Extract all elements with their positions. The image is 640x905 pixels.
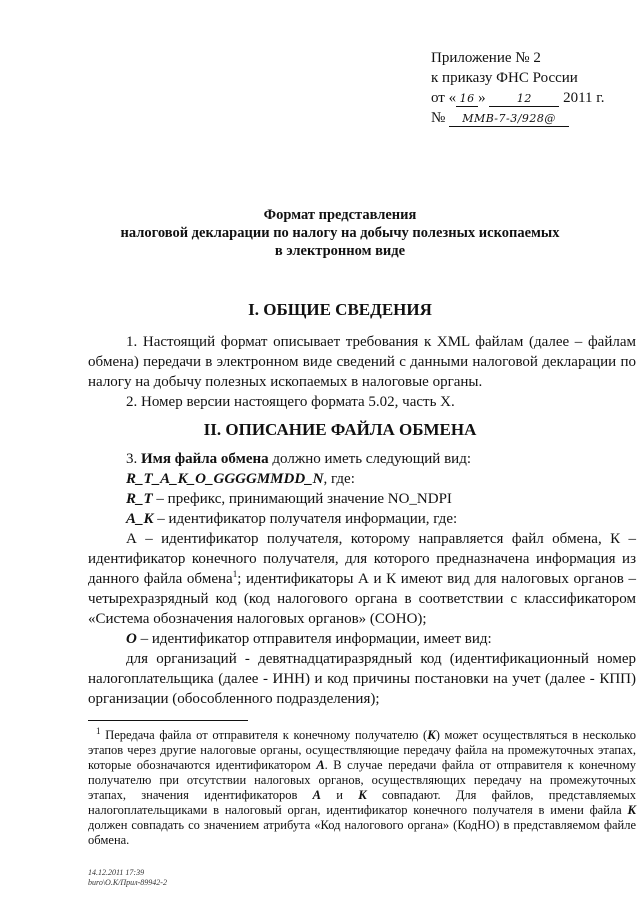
document-title (80, 206, 600, 260)
date-month: 12 (489, 91, 559, 107)
date-year: 2011 г. (563, 90, 605, 106)
paragraph-3-text: должно иметь следующий вид: (268, 451, 471, 467)
ak-text: – идентификатор получателя информации, где: (153, 511, 458, 527)
title-line-2: налоговой декларации по налогу на добычу полезных ископаемых (120, 225, 560, 241)
footnote-part-e: совпадают. Для файлов, представляемых налогоплательщиками в налоговый орган, идентификатор конечного получателя в имени файла (88, 788, 636, 817)
section-1-heading: I. ОБЩИЕ СВЕДЕНИЯ (248, 300, 432, 319)
ak-label: A_K (126, 511, 154, 527)
paragraph-3-number: 3. (126, 451, 141, 467)
stamp-line-2: buro\O.K/Прил-89942-2 (88, 878, 167, 887)
date-prefix: от « (431, 90, 457, 106)
title-line-3: в электронном виде (274, 243, 406, 259)
ak-definition (88, 509, 636, 529)
file-name-term: Имя файла обмена (141, 451, 269, 467)
footnote-separator (88, 720, 248, 721)
footnote-part-d: и (321, 788, 359, 802)
title-line-1: Формат представления (263, 207, 417, 223)
annex-date-line (431, 88, 605, 108)
footnote-k-2: К (358, 788, 367, 802)
section-2-body (88, 449, 636, 709)
print-stamp (88, 868, 167, 888)
ak-description-part-b: ; идентификаторы А и К имеют вид для налоговых органов – четырехразрядный код (код налогового органа в соответствии с классификатором «Система обозначения налоговых органов» (СОНО); (88, 571, 636, 627)
ak-description-part-a: А – идентификатор получателя, которому направляется файл обмена, К – идентификатор конечного получателя, для которого предназначена информация из данного файла обмена (88, 531, 636, 587)
annex-number-line (431, 108, 605, 128)
o-definition (88, 629, 636, 649)
section-1-body (88, 332, 636, 412)
o-label: O (126, 631, 137, 647)
footnote-k-1: К (427, 728, 436, 742)
paragraph-3 (88, 449, 636, 469)
date-sep: » (478, 90, 486, 106)
rt-definition (88, 489, 636, 509)
footnote-part-f: должен совпадать со значением атрибута «Код налогового органа» (КодНО) в представляемом файле обмена. (88, 818, 636, 847)
date-day: 16 (456, 91, 478, 107)
file-name-pattern: R_T_A_K_O_GGGGMMDD_N (126, 471, 324, 487)
footnote-a-1: А (316, 758, 325, 772)
footnote-mark: 1 (96, 725, 101, 736)
section-1-paragraph-1: 1. Настоящий формат описывает требования к XML файлам (далее – файлам обмена) передачи в электронном виде сведений с данными налоговой декларации по налогу на добычу полезных ископаемых в налоговые органы. (88, 334, 636, 390)
footnote-part-a: Передача файла от отправителя к конечному получателю ( (100, 728, 428, 742)
section-1-paragraph-2: 2. Номер версии настоящего формата 5.02, часть X. (126, 394, 455, 410)
ak-description (88, 529, 636, 629)
rt-label: R_T (126, 491, 153, 507)
footnote-text (88, 725, 636, 848)
footnote-k-3: К (627, 803, 636, 817)
o-text: – идентификатор отправителя информации, имеет вид: (136, 631, 492, 647)
o-description: для организаций - девятнадцатиразрядный код (идентификационный номер налогоплательщика (далее - ИНН) и код причины постановки на учет (далее - КПП) организации (обособленного подразделения); (88, 651, 636, 707)
footnote-a-2: А (312, 788, 322, 802)
annex-line-1: Приложение № 2 (431, 50, 541, 66)
annex-block (431, 48, 605, 128)
footnote-reference: 1 (232, 569, 238, 579)
pattern-suffix: , где: (323, 471, 355, 487)
rt-text: – префикс, принимающий значение NO_NDPI (152, 491, 452, 507)
number-prefix: № (431, 110, 446, 126)
order-number: ММВ-7-3/928@ (449, 111, 569, 127)
section-2-heading: II. ОПИСАНИЕ ФАЙЛА ОБМЕНА (203, 420, 477, 439)
stamp-line-1: 14.12.2011 17:39 (88, 868, 145, 877)
footnote-part-b: ) может осуществляться в несколько этапов через другие налоговые органы, осуществляющие передачу файла на промежуточных этапах, которые обозначаются идентификатором (88, 728, 636, 772)
footnote (88, 725, 636, 848)
file-name-pattern-line (88, 469, 636, 489)
footnote-part-c: . В случае передачи файла от отправителя к конечному получателю при отсутствии налоговых органов, осуществляющих передачу на промежуточных этапах, значения идентификаторов (88, 758, 636, 802)
annex-line-2: к приказу ФНС России (431, 70, 578, 86)
